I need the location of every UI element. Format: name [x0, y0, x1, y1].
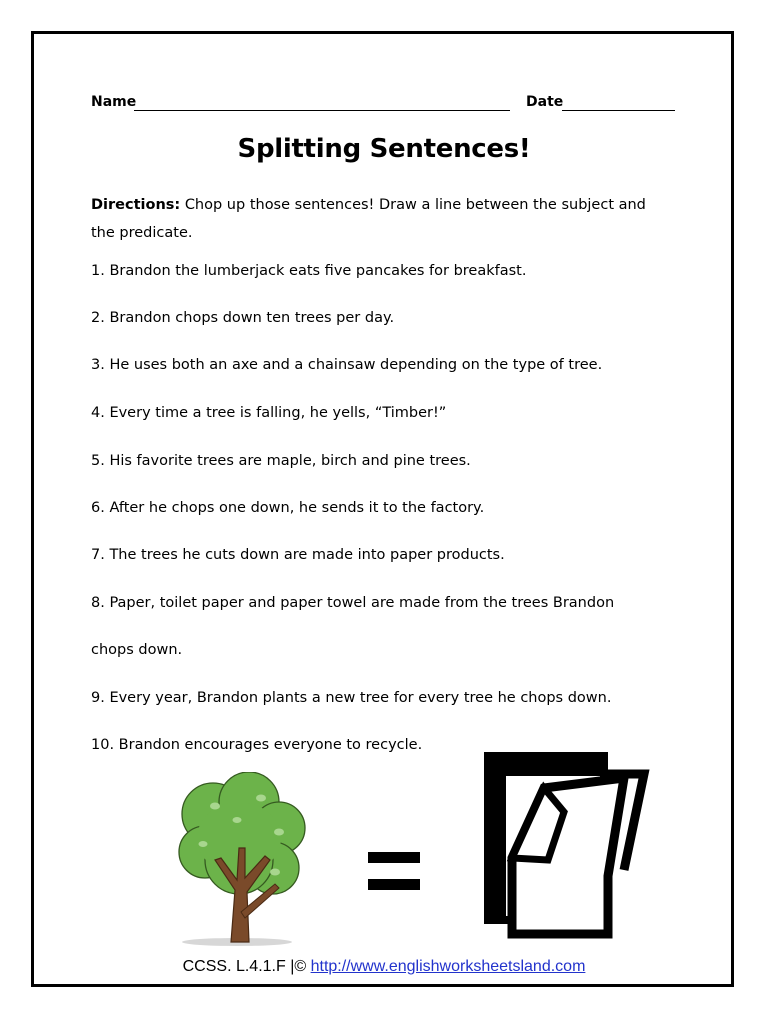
sentence-7: 7. The trees he cuts down are made into paper products.	[91, 547, 505, 563]
footer	[0, 958, 768, 976]
sentence-5: 5. His favorite trees are maple, birch and pine trees.	[91, 453, 471, 469]
date-label: Date	[526, 94, 564, 110]
name-label: Name	[91, 94, 137, 110]
directions-label: Directions:	[91, 197, 181, 213]
sentence-4: 4. Every time a tree is falling, he yells, “Timber!”	[91, 405, 447, 421]
equals-icon	[368, 852, 420, 892]
sentence-6: 6. After he chops one down, he sends it to the factory.	[91, 500, 485, 516]
directions	[91, 191, 681, 247]
sentence-1: 1. Brandon the lumberjack eats five pancakes for breakfast.	[91, 263, 527, 279]
directions-text-line2: the predicate.	[91, 225, 193, 241]
worksheet-title: Splitting Sentences!	[237, 134, 531, 164]
date-blank-line	[562, 110, 675, 111]
tree-icon	[175, 772, 315, 948]
sentence-8: 8. Paper, toilet paper and paper towel are made from the trees Brandon	[91, 595, 615, 611]
sentence-9: 9. Every year, Brandon plants a new tree for every tree he chops down.	[91, 690, 612, 706]
sentence-3: 3. He uses both an axe and a chainsaw depending on the type of tree.	[91, 357, 603, 373]
name-blank-line	[134, 110, 510, 111]
website-link[interactable]: http://www.englishworksheetsland.com	[310, 958, 586, 975]
name-date-row	[91, 94, 681, 116]
sentence-10: 10. Brandon encourages everyone to recycle.	[91, 737, 423, 753]
footer-standard-text: CCSS. L.4.1.F |©	[182, 958, 311, 975]
directions-text-line1: Chop up those sentences! Draw a line between the subject and	[184, 197, 646, 213]
sentence-8-continued: chops down.	[91, 642, 183, 658]
paper-sheets-icon	[484, 752, 650, 944]
sentence-2: 2. Brandon chops down ten trees per day.	[91, 310, 395, 326]
